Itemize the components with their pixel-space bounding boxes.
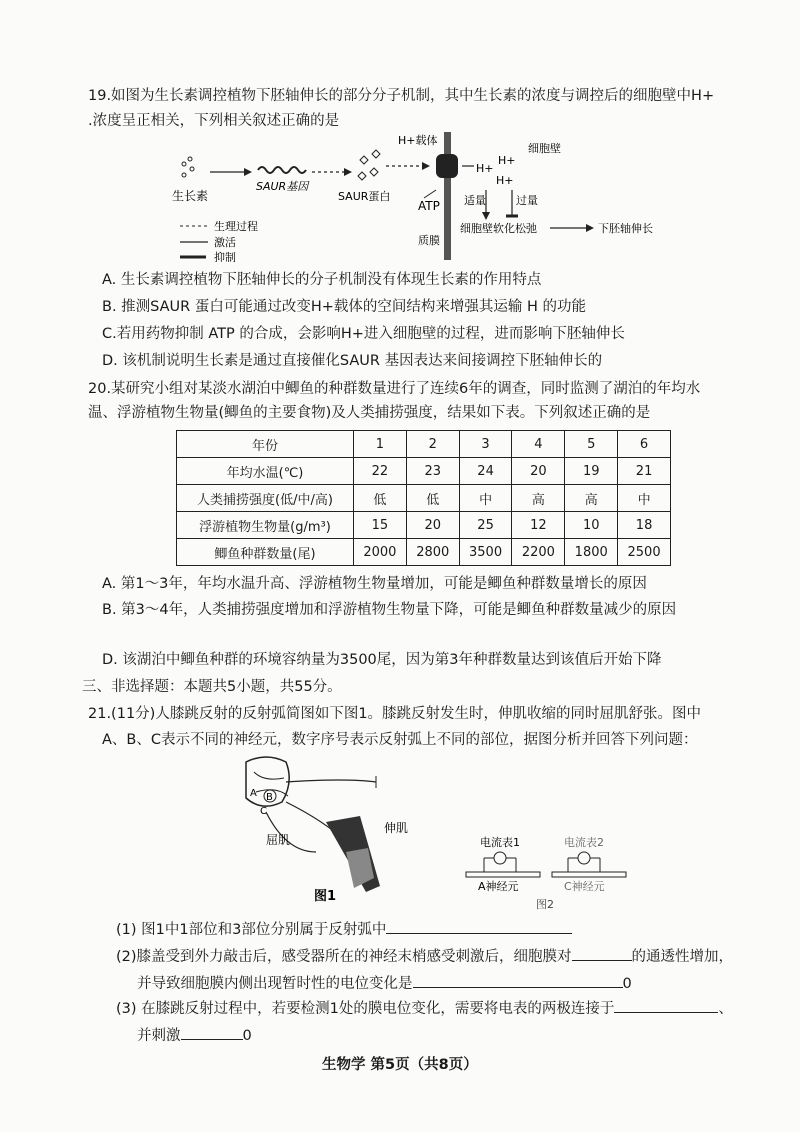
table-cell: 高: [512, 485, 565, 512]
arrowhead: [244, 168, 252, 176]
meter1-icon: [494, 852, 506, 864]
auxin-label: 生长素: [172, 189, 209, 203]
q21-stem-line2: A、B、C表示不同的神经元，数字序号表示反射弧上不同的部位，据图分析并回答下列问题：: [102, 732, 698, 748]
table-cell: 2500: [618, 539, 671, 566]
table-row: [177, 458, 671, 485]
table-cell: 20: [512, 458, 565, 485]
legend-activate: 激活: [214, 236, 236, 249]
h-carrier-icon: [436, 154, 458, 178]
q21-sub3-line1: [116, 997, 733, 1019]
answer-blank[interactable]: [386, 918, 572, 934]
neuron-path-a: [254, 772, 284, 779]
table-cell: 鲫鱼种群数量(尾): [177, 539, 354, 566]
arrowhead: [422, 162, 430, 170]
section-3-heading: 三、非选择题：本题共5小题，共55分。: [82, 679, 342, 695]
table-cell: 中: [459, 485, 512, 512]
table-cell: 2200: [512, 539, 565, 566]
q19-stem-line2: .浓度呈正相关，下列相关叙述正确的是: [88, 113, 340, 129]
table-cell: 2800: [406, 539, 459, 566]
loosen-label: 细胞壁软化松弛: [460, 222, 537, 235]
q21-sub1: [116, 918, 572, 940]
table-cell: 中: [618, 485, 671, 512]
cell-wall-label: 细胞壁: [528, 142, 561, 155]
h-ion-2: H+: [498, 154, 516, 167]
membrane-label: 质膜: [418, 234, 440, 247]
arrowhead: [344, 168, 352, 176]
result-label: 下胚轴伸长: [598, 222, 653, 235]
table-cell: 5: [565, 431, 618, 458]
plasma-membrane: [444, 132, 451, 260]
table-header-row: [177, 431, 671, 458]
table-row: [177, 485, 671, 512]
table-cell: 10: [565, 512, 618, 539]
meter1-label: 电流表1: [480, 836, 520, 849]
fig1-caption: 图1: [314, 889, 337, 902]
table-row: [177, 539, 671, 566]
q19-diagram: [170, 132, 710, 262]
q20-stem-line2: 温、浮游植物生物量(鲫鱼的主要食物)及人类捕捞强度，结果如下表。下列叙述正确的是: [88, 405, 651, 421]
table-cell: 19: [565, 458, 618, 485]
sub1-text: (1) 图1中1部位和3部位分别属于反射弧中: [116, 922, 387, 938]
q21-sub2-line2: [137, 972, 632, 994]
table-cell: 18: [618, 512, 671, 539]
excess-label: 过量: [516, 194, 538, 207]
neuron-c-axon: [552, 872, 626, 877]
q21-sub3-line2: [137, 1024, 252, 1046]
neuron-a-axon: [466, 872, 540, 877]
h-ion-3: H+: [496, 174, 514, 187]
meter2-wires: [568, 858, 600, 872]
extensor-label: 伸肌: [384, 821, 409, 835]
sub2-end: 0: [622, 976, 632, 992]
table-cell: 4: [512, 431, 565, 458]
meter1-wires: [484, 858, 516, 872]
moderate-label: 适量: [464, 194, 486, 207]
sub2-text-c: 并导致细胞膜内侧出现暂时性的电位变化是: [137, 976, 413, 992]
sub3-end: 0: [242, 1028, 252, 1044]
carrier-label: H+载体: [398, 134, 438, 147]
table-cell: 15: [354, 512, 407, 539]
answer-blank[interactable]: [413, 972, 623, 988]
afferent-nerve: [286, 780, 376, 782]
sub3-sep: 、: [718, 1001, 733, 1017]
answer-blank[interactable]: [181, 1024, 243, 1040]
answer-blank[interactable]: [614, 997, 718, 1013]
page-footer: 生物学 第5页（共8页）: [322, 1057, 478, 1073]
arrowhead: [586, 224, 594, 232]
flexor-label: 屈肌: [266, 833, 291, 847]
table-cell: 1: [354, 431, 407, 458]
table-cell: 高: [565, 485, 618, 512]
table-cell: 24: [459, 458, 512, 485]
meter2-label: 电流表2: [564, 836, 604, 849]
label-a: A: [250, 788, 257, 799]
neuron-c-label: C神经元: [564, 880, 605, 893]
table-cell: 20: [406, 512, 459, 539]
table-cell: 1800: [565, 539, 618, 566]
table-cell: 年均水温(℃): [177, 458, 354, 485]
table-cell: 21: [618, 458, 671, 485]
q19-option-d: D. 该机制说明生长素是通过直接催化SAUR 基因表达来间接调控下胚轴伸长的: [102, 353, 603, 369]
legend-process: 生理过程: [214, 220, 258, 233]
q21-sub2-line1: [116, 945, 733, 967]
saur-protein-label: SAUR蛋白: [338, 190, 391, 203]
q21-figure-2: [462, 834, 632, 912]
table-cell: 23: [406, 458, 459, 485]
table-cell: 浮游植物生物量(g/m³): [177, 512, 354, 539]
legend-inhibit: 抑制: [214, 251, 236, 262]
table-cell: 25: [459, 512, 512, 539]
atp-label: ATP: [418, 199, 440, 213]
q20-option-b: B. 第3～4年，人类捕捞强度增加和浮游植物生物量下降，可能是鲫鱼种群数量减少的原因: [102, 602, 677, 618]
arrowhead: [482, 212, 490, 220]
q21-figure-1: [236, 752, 436, 902]
q19-option-c: C.若用药物抑制 ATP 的合成，会影响H+进入细胞壁的过程，进而影响下胚轴伸长: [102, 326, 625, 342]
fig2-caption: 图2: [536, 898, 554, 911]
table-cell: 2: [406, 431, 459, 458]
q19-option-a: A. 生长素调控植物下胚轴伸长的分子机制没有体现生长素的作用特点: [102, 272, 542, 288]
saur-gene-label: SAUR基因: [256, 180, 309, 193]
q20-stem-line1: 20.某研究小组对某淡水湖泊中鲫鱼的种群数量进行了连续6年的调查，同时监测了湖泊的年均水: [88, 381, 701, 397]
table-cell: 12: [512, 512, 565, 539]
table-cell: 3: [459, 431, 512, 458]
q19-stem-line1: 19.如图为生长素调控植物下胚轴伸长的部分分子机制，其中生长素的浓度与调控后的细胞壁中H+: [88, 88, 715, 104]
table-row: [177, 512, 671, 539]
neuron-a-label: A神经元: [478, 880, 519, 893]
table-cell: 6: [618, 431, 671, 458]
table-cell: 人类捕捞强度(低/中/高): [177, 485, 354, 512]
sub3-text-a: (3) 在膝跳反射过程中，若要检测1处的膜电位变化，需要将电表的两极连接于: [116, 1001, 615, 1017]
q21-stem-line1: 21.(11分)人膝跳反射的反射弧简图如下图1。膝跳反射发生时，伸肌收缩的同时屈肌舒张。图中: [88, 706, 702, 722]
q20-option-a: A. 第1～3年，年均水温升高、浮游植物生物量增加，可能是鲫鱼种群数量增长的原因: [102, 576, 647, 592]
label-b: B: [266, 792, 273, 803]
sub2-text-b: 的通透性增加，: [631, 949, 734, 965]
table-cell: 22: [354, 458, 407, 485]
meter2-icon: [578, 852, 590, 864]
table-cell: 2000: [354, 539, 407, 566]
sub2-text-a: (2)膝盖受到外力敲击后，感受器所在的神经末梢感受刺激后，细胞膜对: [116, 949, 572, 965]
h-ion-1: H+: [476, 162, 494, 175]
sub3-text-b: 并刺激: [137, 1028, 181, 1044]
table-cell: 低: [406, 485, 459, 512]
table-cell: 3500: [459, 539, 512, 566]
auxin-molecules: [182, 157, 194, 177]
table-cell: 年份: [177, 431, 354, 458]
q20-table: [176, 430, 671, 566]
saur-gene-icon: [258, 167, 306, 173]
label-c: C: [260, 806, 267, 817]
q20-option-d: D. 该湖泊中鲫鱼种群的环境容纳量为3500尾，因为第3年种群数量达到该值后开始下降: [102, 652, 662, 668]
saur-protein-icon: [358, 150, 380, 180]
atp-connector: [424, 190, 436, 198]
table-cell: 低: [354, 485, 407, 512]
q19-option-b: B. 推测SAUR 蛋白可能通过改变H+载体的空间结构来增强其运输 H 的功能: [102, 299, 587, 315]
answer-blank[interactable]: [572, 945, 632, 961]
